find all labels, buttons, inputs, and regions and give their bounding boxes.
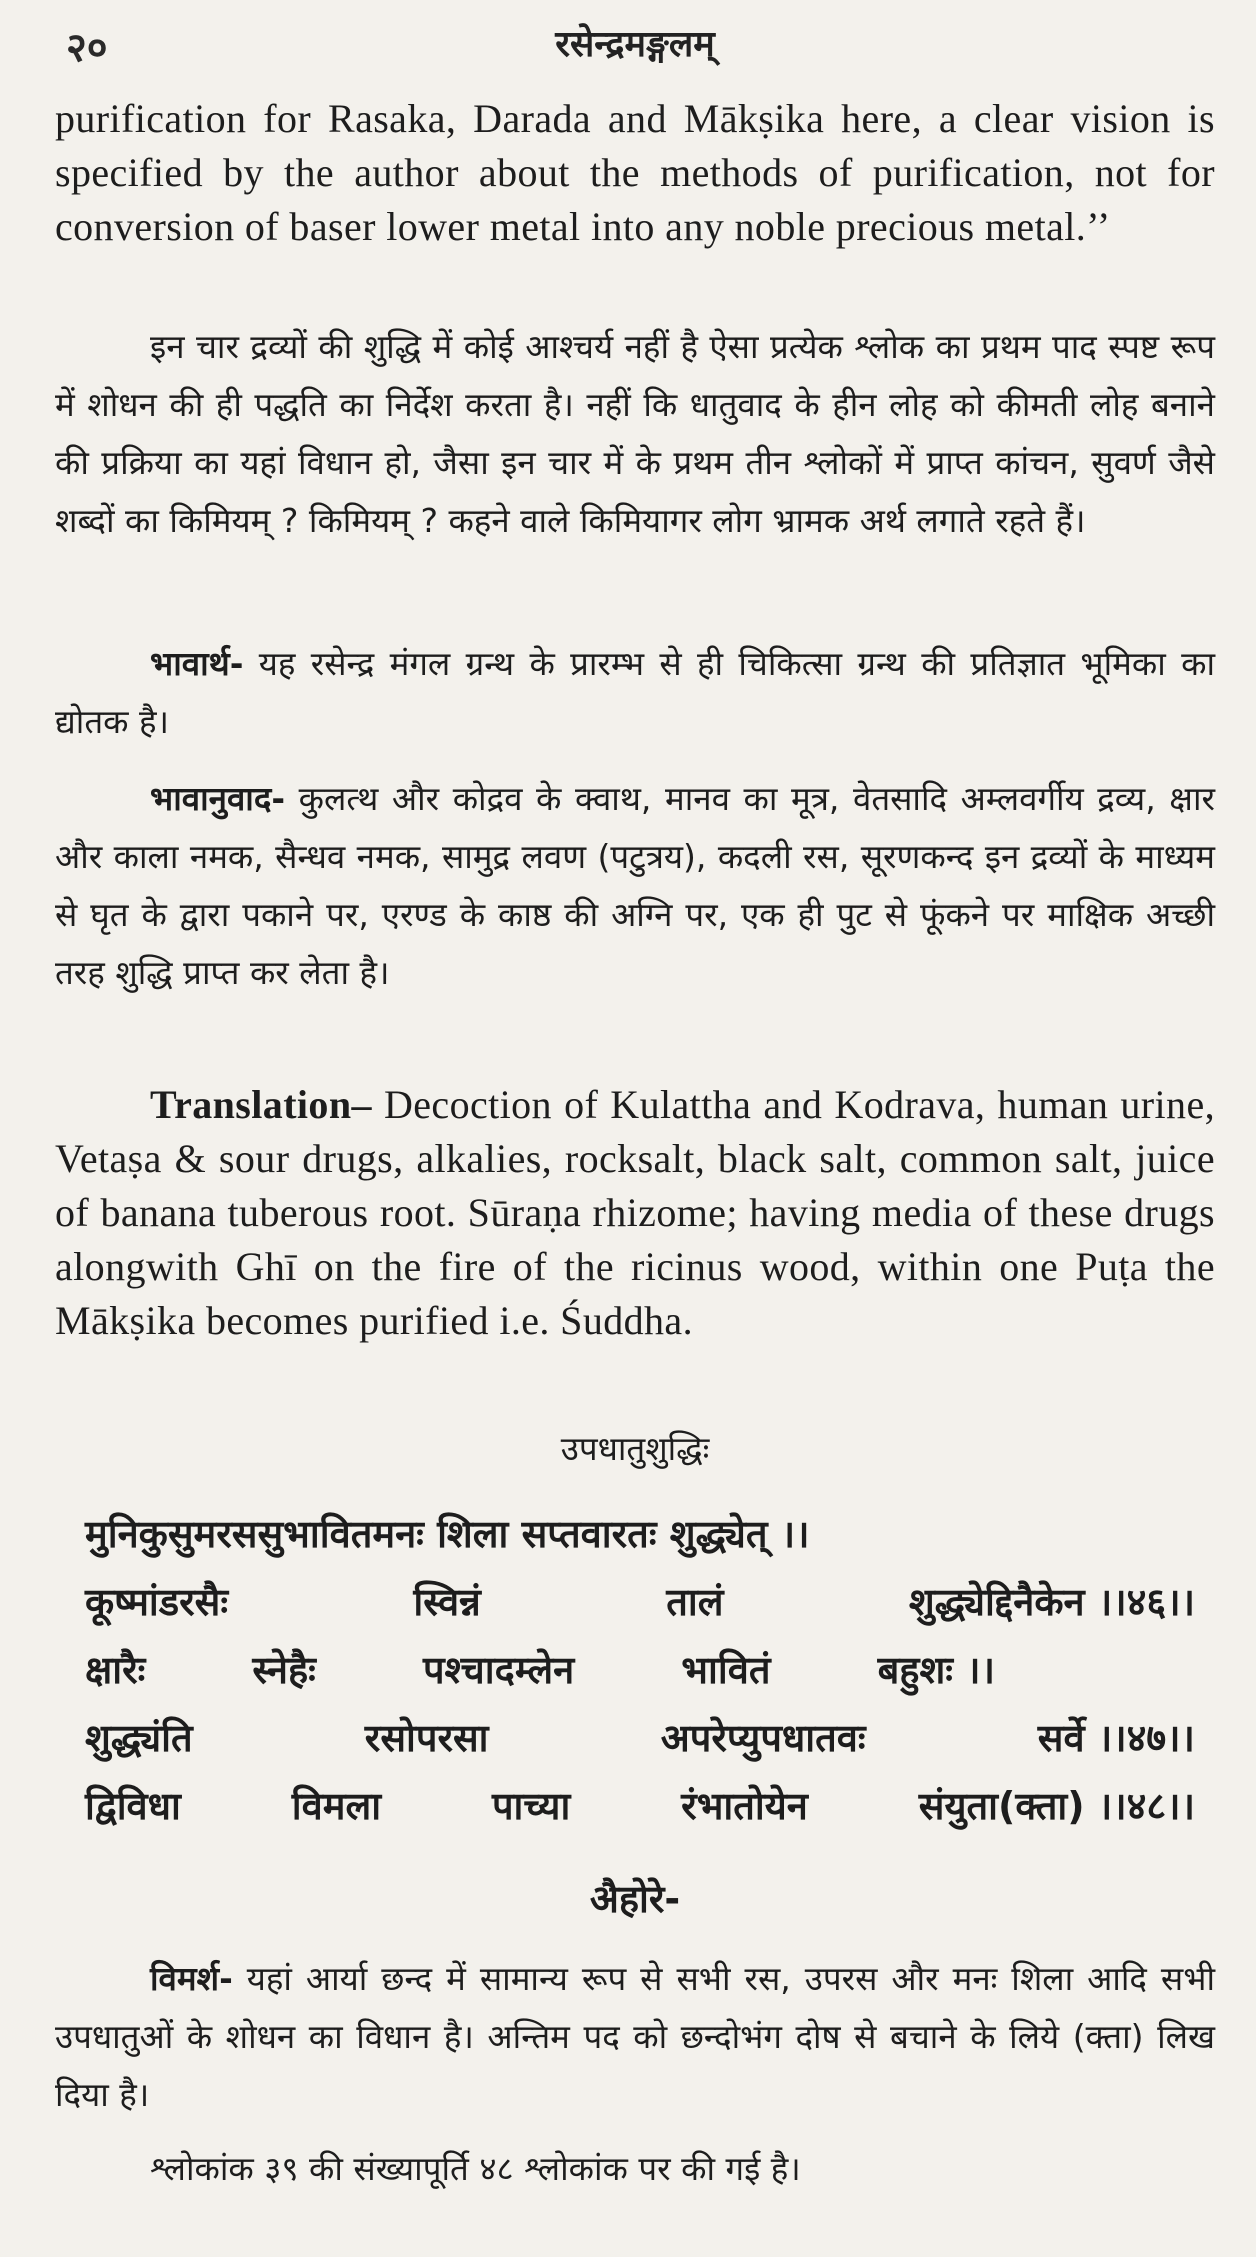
translation-text: Decoction of Kulattha and Kodrava, human urine, Vetaṣa & sour drugs, alkalies, rocksalt, black salt, common salt, juice of banana tuberous root. Sūraṇa rhizome; having media of these drugs alongwith Ghī on the fire of the ricinus wood, within one Puṭa the Mākṣika becomes purified i.e. Śuddha. bbox=[55, 1082, 1215, 1343]
page-number: २० bbox=[66, 24, 108, 71]
verse-line bbox=[85, 1500, 1195, 1568]
verse-word: रसोपरसा bbox=[364, 1716, 489, 1760]
bhavanuvad-paragraph bbox=[55, 770, 1215, 1002]
verse-word: स्विन्नं bbox=[413, 1580, 481, 1624]
verse-word: स्नेहैः bbox=[252, 1648, 316, 1692]
bhavanuvad-text: कुलत्थ और कोद्रव के क्वाथ, मानव का मूत्र, वेतसादि अम्लवर्गीय द्रव्य, क्षार और काला नमक, सैन्धव नमक, सामुद्र लवण (पटुत्रय), कदली रस, सूरणकन्द इन द्रव्यों के माध्यम से घृत के द्वारा पकाने पर, एरण्ड के काष्ठ की अग्नि पर, एक ही पुट से फूंकने पर माक्षिक अच्छी तरह शुद्धि प्राप्त कर लेता है। bbox=[55, 779, 1215, 992]
subheading: अैहोरे- bbox=[589, 1877, 681, 1921]
bhavartha-paragraph bbox=[55, 635, 1215, 751]
verse-word: शुद्ध्यंति bbox=[85, 1716, 193, 1760]
bhavartha-text: यह रसेन्द्र मंगल ग्रन्थ के प्रारम्भ से ही चिकित्सा ग्रन्थ की प्रतिज्ञात भूमिका का द्योतक है। bbox=[55, 644, 1215, 741]
verse-word: विमला bbox=[291, 1784, 382, 1828]
verse-word: कूष्मांडरसैः bbox=[85, 1580, 228, 1624]
verse-word: तालं bbox=[666, 1580, 724, 1624]
final-note: श्लोकांक ३९ की संख्यापूर्ति ४८ श्लोकांक पर की गई है। bbox=[150, 2149, 801, 2188]
verse-word: मुनिकुसुमरससुभावितमनः शिला सप्तवारतः शुद्ध्येत् ।। bbox=[85, 1512, 810, 1556]
hindi-paragraph-1: इन चार द्रव्यों की शुद्धि में कोई आश्चर्य नहीं है ऐसा प्रत्येक श्लोक का प्रथम पाद स्पष्ट रूप में शोधन की ही पद्धति का निर्देश करता है। नहीं कि धातुवाद के हीन लोह को कीमती लोह बनाने की प्रक्रिया का यहां विधान हो, जैसा इन चार में के प्रथम तीन श्लोकों में प्राप्त कांचन, सुवर्ण जैसे शब्दों का किमियम् ? किमियम् ? कहने वाले किमियागर लोग भ्रामक अर्थ लगाते रहते हैं। bbox=[55, 327, 1215, 540]
verse-word: सर्वे ।।४७।। bbox=[1037, 1716, 1195, 1760]
page-header bbox=[60, 18, 1210, 78]
bhavartha-label: भावार्थ- bbox=[150, 644, 244, 683]
verse-line bbox=[85, 1636, 995, 1704]
verse-word: पश्चादम्लेन bbox=[422, 1648, 575, 1692]
running-title: रसेन्द्रमङ्गलम् bbox=[555, 23, 715, 65]
english-intro-paragraph: purification for Rasaka, Darada and Mākṣika here, a clear vision is specified by the author about the methods of purification, not for conversion of baser lower metal into any noble precious metal.’’ bbox=[55, 96, 1215, 249]
verse-word: क्षारैः bbox=[85, 1648, 146, 1692]
verse-word: संयुता(क्ता) ।।४८।। bbox=[918, 1784, 1195, 1828]
verse-word: भावितं bbox=[681, 1648, 771, 1692]
verse-word: बहुशः ।। bbox=[877, 1648, 995, 1692]
vimarsha-text: यहां आर्या छन्द में सामान्य रूप से सभी रस, उपरस और मनः शिला आदि सभी उपधातुओं के शोधन का विधान है। अन्तिम पद को छन्दोभंग दोष से बचाने के लिये (क्ता) लिख दिया है। bbox=[55, 1959, 1215, 2114]
verse-word: शुद्ध्येद्दिनैकेन ।।४६।। bbox=[908, 1580, 1195, 1624]
verse-word: रंभातोयेन bbox=[681, 1784, 808, 1828]
translation-label: Translation– bbox=[150, 1082, 372, 1127]
verse-line bbox=[85, 1568, 1195, 1636]
verse-word: अपरेप्युपधातवः bbox=[660, 1716, 866, 1760]
verse-word: द्विविधा bbox=[85, 1784, 181, 1828]
bhavanuvad-label: भावानुवाद- bbox=[150, 779, 286, 818]
verse-line bbox=[85, 1704, 1195, 1772]
translation-paragraph bbox=[55, 1078, 1215, 1348]
section-heading: उपधातुशुद्धिः bbox=[560, 1429, 710, 1468]
verse-block bbox=[85, 1500, 1195, 1840]
vimarsha-label: विमर्श- bbox=[150, 1959, 233, 1998]
verse-word: पाच्या bbox=[491, 1784, 571, 1828]
vimarsha-paragraph bbox=[55, 1950, 1215, 2124]
verse-line bbox=[85, 1772, 1195, 1840]
